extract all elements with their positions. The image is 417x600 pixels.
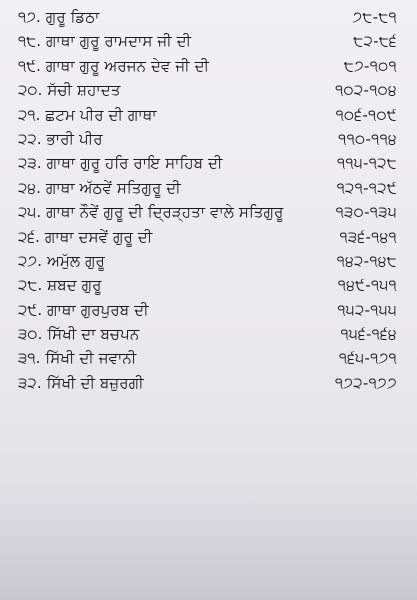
toc-entry-title: ੧੮. ਗਾਥਾ ਗੁਰੂ ਰਾਮਦਾਸ ਜੀ ਦੀ bbox=[18, 32, 192, 51]
table-of-contents bbox=[18, 6, 399, 396]
toc-entry-pages: ੧੩੦-੧੩੫ bbox=[335, 203, 397, 222]
toc-entry-title: ੩੦. ਸਿੱਖੀ ਦਾ ਬਚਪਨ bbox=[18, 325, 140, 344]
toc-entry bbox=[18, 347, 399, 371]
toc-entry bbox=[18, 30, 399, 54]
toc-entry-pages: ੮੭-੧੦੧ bbox=[343, 56, 397, 75]
page-shadow bbox=[0, 480, 417, 600]
toc-entry-pages: ੧੬੫-੧੭੧ bbox=[338, 349, 397, 368]
toc-entry-title: ੨੫. ਗਾਥਾ ਨੌਵੇਂ ਗੁਰੂ ਦੀ ਦ੍ਰਿੜ੍ਹਤਾ ਵਾਲੇ ਸਤਿਗੁਰੂ bbox=[18, 203, 284, 222]
toc-entry bbox=[18, 128, 399, 152]
toc-entry-pages: ੧੧੫-੧੨੮ bbox=[336, 154, 397, 173]
toc-entry-title: ੧੯. ਗਾਥਾ ਗੁਰੂ ਅਰਜਨ ਦੇਵ ਜੀ ਦੀ bbox=[18, 56, 210, 75]
toc-entry-title: ੨੨. ਭਾਰੀ ਪੀਰ bbox=[18, 129, 103, 148]
toc-entry-title: ੨੭. ਅਮੁੱਲ ਗੁਰੂ bbox=[18, 251, 105, 270]
toc-entry-title: ੨੪. ਗਾਥਾ ਅੱਠਵੇਂ ਸਤਿਗੁਰੂ ਦੀ bbox=[18, 178, 181, 197]
toc-entry bbox=[18, 299, 399, 323]
toc-entry-pages: ੧੩੬-੧੪੧ bbox=[339, 227, 397, 246]
toc-entry-pages: ੮੨-੮੬ bbox=[353, 32, 397, 51]
toc-entry bbox=[18, 226, 399, 250]
toc-entry-title: ੨੩. ਗਾਥਾ ਗੁਰੂ ਹਰਿ ਰਾਇ ਸਾਹਿਬ ਦੀ bbox=[18, 154, 223, 173]
toc-entry-title: ੩੨. ਸਿੱਖੀ ਦੀ ਬਜ਼ੁਰਗੀ bbox=[18, 373, 144, 392]
toc-entry bbox=[18, 177, 399, 201]
toc-entry-title: ੧੭. ਗੁਰੂ ਡਿਠਾ bbox=[18, 8, 100, 26]
toc-entry-pages: ੧੧੦-੧੧੪ bbox=[338, 129, 397, 148]
toc-entry-pages: ੧੦੬-੧੦੯ bbox=[335, 105, 397, 124]
toc-entry-title: ੨੮. ਸ਼ਬਦ ਗੁਰੂ bbox=[18, 276, 102, 295]
toc-entry bbox=[18, 274, 399, 298]
toc-entry-title: ੨੦. ਸੱਚੀ ਸ਼ਹਾਦਤ bbox=[18, 81, 121, 100]
toc-entry-pages: ੧੫੨-੧੫੫ bbox=[337, 300, 397, 319]
toc-entry-pages: ੭੮-੮੧ bbox=[352, 8, 397, 26]
toc-entry-title: ੨੧. ਛਟਮ ਪੀਰ ਦੀ ਗਾਥਾ bbox=[18, 105, 157, 124]
toc-entry-pages: ੧੫੬-੧੬੪ bbox=[340, 325, 397, 344]
toc-entry bbox=[18, 250, 399, 274]
toc-entry-pages: ੧੪੨-੧੪੮ bbox=[336, 251, 397, 270]
toc-entry bbox=[18, 55, 399, 79]
toc-entry-pages: ੧੭੨-੧੭੭ bbox=[334, 373, 397, 392]
toc-entry-pages: ੧੦੨-੧੦੪ bbox=[335, 81, 397, 100]
toc-entry-title: ੨੯. ਗਾਥਾ ਗੁਰਪੁਰਬ ਦੀ bbox=[18, 300, 149, 319]
toc-entry bbox=[18, 201, 399, 225]
toc-entry-title: ੨੬. ਗਾਥਾ ਦਸਵੇਂ ਗੁਰੂ ਦੀ bbox=[18, 227, 153, 246]
toc-entry bbox=[18, 104, 399, 128]
toc-entry-title: ੩੧. ਸਿੱਖੀ ਦੀ ਜਵਾਨੀ bbox=[18, 349, 137, 368]
toc-entry bbox=[18, 6, 399, 30]
toc-entry bbox=[18, 152, 399, 176]
toc-entry bbox=[18, 79, 399, 103]
toc-entry bbox=[18, 372, 399, 396]
toc-entry bbox=[18, 323, 399, 347]
toc-entry-pages: ੧੨੧-੧੨੯ bbox=[336, 178, 397, 197]
toc-entry-pages: ੧੪੯-੧੫੧ bbox=[337, 276, 397, 295]
